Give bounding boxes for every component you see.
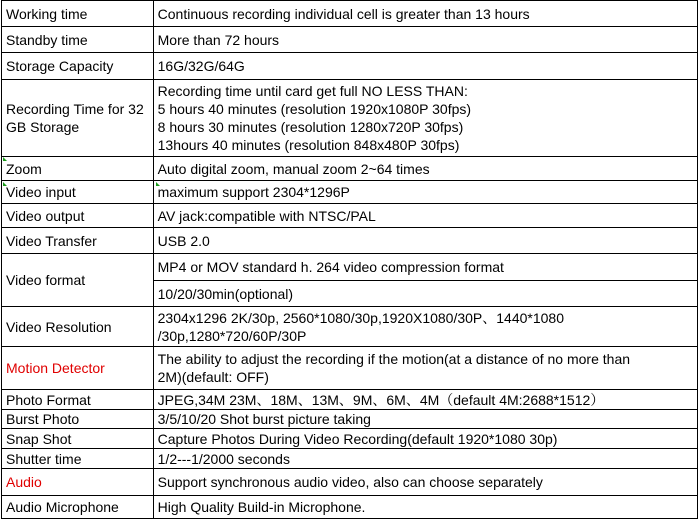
row-label: Video Resolution [2,307,154,347]
row-value: 2304x1296 2K/30p, 2560*1080/30p,1920X1080/30P、1440*1080 /30p,1280*720/60P/30P [153,307,697,347]
table-row [2,410,698,429]
row-label: Motion Detector [2,347,154,390]
row-label: Audio [2,469,154,496]
table-row [2,347,698,390]
row-value: High Quality Build-in Microphone. [153,496,697,519]
table-row [2,204,698,228]
row-value: 16G/32G/64G [153,53,697,80]
row-value: The ability to adjust the recording if the motion(at a distance of no more than 2M)(default: OFF) [153,347,697,390]
row-label: Burst Photo [2,410,154,429]
row-label: Standby time [2,27,154,53]
row-value: Capture Photos During Video Recording(default 1920*1080 30p) [153,429,697,449]
table-row [2,469,698,496]
table-row [2,53,698,80]
row-value: Support synchronous audio video, also can choose separately [153,469,697,496]
row-value: 10/20/30min(optional) [153,281,697,307]
row-label: Video output [2,204,154,228]
row-value: 3/5/10/20 Shot burst picture taking [153,410,697,429]
row-value: maximum support 2304*1296P [153,181,697,204]
cell-marker-icon [3,157,7,161]
table-row [2,496,698,519]
table-row [2,254,698,281]
table-row [2,449,698,469]
table-row [2,228,698,254]
row-label: Video format [2,254,154,307]
row-label: Video input [2,181,154,204]
row-value: USB 2.0 [153,228,697,254]
table-row [2,181,698,204]
row-label: Zoom [2,157,154,181]
table-row [2,157,698,181]
row-label: Storage Capacity [2,53,154,80]
row-value: 1/2---1/2000 seconds [153,449,697,469]
row-value: JPEG,34M 23M、18M、13M、9M、6M、4M（default 4M:2688*1512） [153,390,697,410]
row-label: Photo Format [2,390,154,410]
row-value: Continuous recording individual cell is greater than 13 hours [153,1,697,27]
table-row [2,429,698,449]
row-label: Snap Shot [2,429,154,449]
row-label: Video Transfer [2,228,154,254]
table-row [2,80,698,157]
row-label: Audio Microphone [2,496,154,519]
cell-marker-icon [3,182,7,186]
row-value: Auto digital zoom, manual zoom 2~64 times [153,157,697,181]
row-value: Recording time until card get full NO LESS THAN: 5 hours 40 minutes (resolution 1920x1080P 30fps) 8 hours 30 minutes (resolution 1280x720P 30fps) 13hours 40 minutes (resolution 848x480P 30fps) [153,80,697,157]
table-row [2,307,698,347]
row-value: AV jack:compatible with NTSC/PAL [153,204,697,228]
table-row [2,1,698,27]
row-value: MP4 or MOV standard h. 264 video compression format [153,254,697,281]
row-label: Recording Time for 32 GB Storage [2,80,154,157]
row-value: More than 72 hours [153,27,697,53]
row-label: Shutter time [2,449,154,469]
table-row [2,27,698,53]
row-label: Working time [2,1,154,27]
cell-marker-icon [156,182,160,186]
table-row [2,390,698,410]
spec-table [1,0,698,519]
